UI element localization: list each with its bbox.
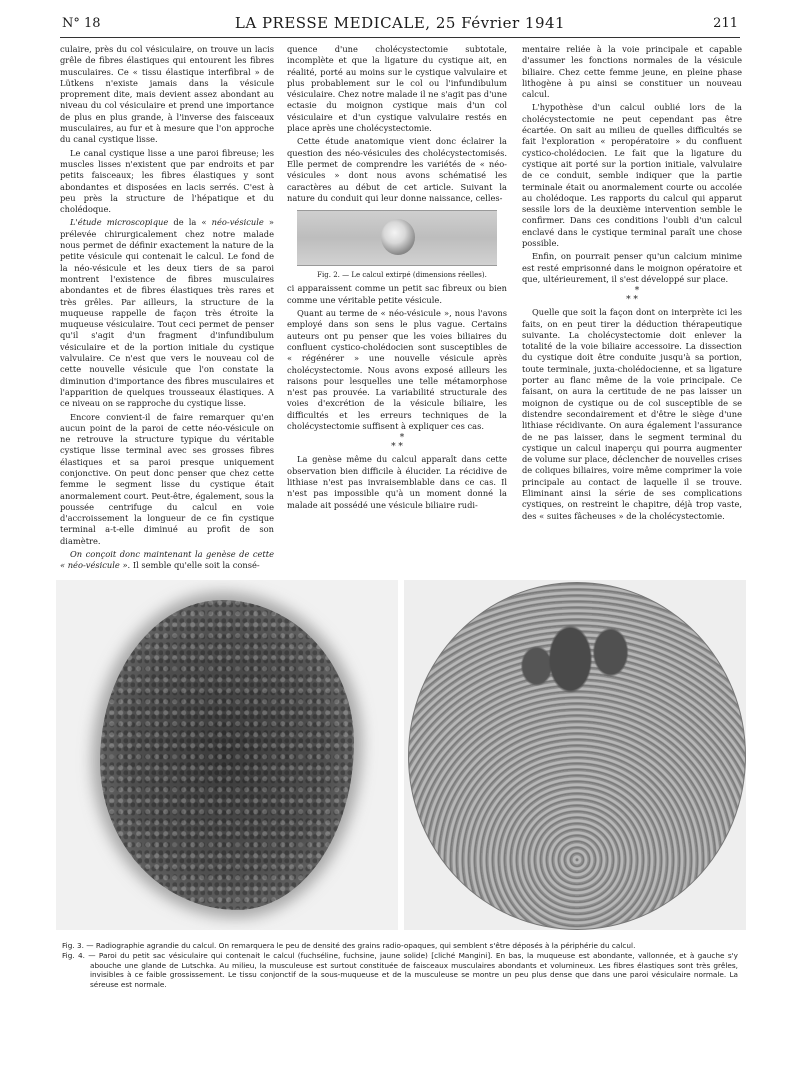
journal-title: LA PRESSE MEDICALE, 25 Février 1941 xyxy=(234,14,566,32)
figure-3-radiograph xyxy=(56,580,398,930)
histology-section-image xyxy=(408,582,746,930)
text-column-1 xyxy=(60,44,274,574)
paragraph: mentaire reliée à la voie principale et capable d'assumer les fonctions normales de la vésicule biliaire. Chez cette femme jeune, en pleine phase lithogène à pu ainsi se constituer un nouveau calcul. xyxy=(522,44,742,100)
asterism-top: * xyxy=(634,286,640,297)
text-run: Il semble qu'elle soit la consé- xyxy=(130,560,260,571)
text-run: » prélevée chirurgicalement chez notre malade nous permet de définir exactement la nature de la petite vésicule qui contenait le calcul. Le fond de la néo-vésicule et les deux tiers de sa paroi montrent l'existence de fibres musculaires abondantes et de fibres élastiques très rares et très grêles. Par ailleurs, la structure de la muqueuse rappelle de façon très étroite la muqueuse vésiculaire. Tout ceci permet de penser qu'il s'agit d'un fragment d'infundibulum vésiculaire et de la portion initiale du cystique valvulaire. Ce n'est que vers le nouveau col de cette nouvelle vésicule que l'on constate la diminution d'importance des fibres musculaires et l'apparition de quelques trousseaux élastiques. A ce niveau on se rapproche du cystique lisse. xyxy=(60,217,274,409)
paragraph: culaire, près du col vésiculaire, on trouve un lacis grêle de fibres élastiques qui entourent les fibres musculaires. Ce « tissu élastique interfibral » de Lütkens n'existe jamais dans la vésicule proprement dite, mais devient assez abondant au niveau du col vésiculaire et prend une importance de plus en plus grande, à l'inverse des faisceaux musculaires, au fur et à mesure que l'on approche du canal cystique lisse. xyxy=(60,44,274,145)
paragraph: Encore convient-il de faire remarquer qu'en aucun point de la paroi de cette néo-vésicule on ne retrouve la structure typique du véritable cystique lisse terminal avec ses grosses fibres élastiques et sa paroi presque uniquement conjonctive. On peut donc penser que chez cette femme le segment lisse du cystique était anormalement court. Peut-être, également, sous la poussée centrifuge du calcul en voie d'accroissement la longueur de ce fin cystique terminal a-t-elle diminué au profit de son diamètre. xyxy=(60,411,274,546)
paragraph: Enfin, on pourrait penser qu'un calcium minime est resté emprisonné dans le moignon opératoire et que, ultérieurement, il s'est développé sur place. xyxy=(522,251,742,284)
text-column-2 xyxy=(287,44,507,513)
section-asterism xyxy=(287,434,507,452)
paragraph: quence d'une cholécystectomie subtotale, incomplète et que la ligature du cystique ait, en réalité, porté au moins sur le cystique valvulaire et plus probablement sur le col ou l'infundibulum vésiculaire. Chez notre malade il ne s'agit pas d'une ectasie du moignon cystique mais d'un col vésiculaire et d'un cystique valvulaire restés en place après une cholécystectomie. xyxy=(287,44,507,134)
radiograph-calculus-image xyxy=(100,600,354,910)
paragraph: L'hypothèse d'un calcul oublié lors de la cholécystectomie ne peut cependant pas être écartée. On sait au milieu de quelles difficultés se fait l'exploration « peropératoire » du confluent cystico-cholédocien. Le fait que la ligature du cystique ait porté sur la portion initiale, valvulaire de ce conduit, semble indiquer que la partie terminale était ou anormalement courte ou accolée au cholédoque. Les rapports du calcul qui apparut sessile lors de la deuxième intervention semble le confirmer. Dans ces conditions l'oubli d'un calcul enclavé dans le cystique terminal paraît une chose possible. xyxy=(522,102,742,249)
running-header xyxy=(62,14,738,36)
text-run: de la « xyxy=(168,217,212,228)
paragraph: La genèse même du calcul apparaît dans cette observation bien difficile à élucider. La récidive de lithiase n'est pas invraisemblable dans ce cas. Il n'est pas impossible qu'à un moment donné la malade ait possédé une vésicule biliaire rudi- xyxy=(287,454,507,510)
emphasis: On conçoit donc maintenant la genèse de cette « néo-vésicule ». xyxy=(60,549,274,571)
asterism-top: * xyxy=(399,433,405,444)
paragraph: Quelle que soit la façon dont on interprète ici les faits, on en peut tirer la déduction thérapeutique suivante. La cholécystectomie doit enlever la totalité de la voie biliaire accessoire. La dissection du cystique doit être conduite jusqu'à sa portion, toute terminale, juxta-cholédocienne, et sa ligature porter au flanc même de la voie principale. Ce faisant, on aura la certitude de ne pas laisser un moignon de cystique ou de col susceptible de se distendre secondairement et d'être le siège d'une lithiase récidivante. On aura également l'assurance de ne pas laisser, dans le segment terminal du cystique un calcul inaperçu qui pourra augmenter de volume sur place, déclencher de nouvelles crises de coliques biliaires, voire même comprimer la voie principale au contact de laquelle il se trouve. Eliminant ainsi la série de ses complications cystiques, on restreint le chapitre, déjà trop vaste, des « suites fâcheuses » de la cholécystectomie. xyxy=(522,307,742,521)
paragraph: Cette étude anatomique vient donc éclairer la question des néo-vésicules des cholécystectomisés. Elle permet de comprendre les variétés de « néo-vésicules » dont nous avons schématisé les caractères au début de cet article. Suivant la nature du conduit qui leur donne naissance, celles- xyxy=(287,136,507,203)
figures-3-4 xyxy=(56,580,746,930)
figure-4-caption: Fig. 4. — Paroi du petit sac vésiculaire qui contenait le calcul (fuchséline, fuchsine, jaune solide) [cliché Mangini]. En bas, la muqueuse est abondante, vallonnée, et à gauche s'y abouche une glande de Lutschka. Au milieu, la musculeuse est surtout constituée de faisceaux musculaires abondants et volumineux. Les fibres élastiques sont très grêles, invisibles à ce faible grossissement. Le tissu conjonctif de la sous-muqueuse et de la musculeuse se montre un peu plus dense que dans une paroi vésiculaire normale. La séreuse est normale. xyxy=(62,950,738,990)
page-number: 211 xyxy=(713,16,738,31)
paragraph xyxy=(60,549,274,572)
text-column-3 xyxy=(522,44,742,524)
figure-4-histology xyxy=(404,580,746,930)
asterism-bottom: * * xyxy=(391,442,403,453)
calculus-image xyxy=(381,219,415,255)
emphasis: L'étude microscopique xyxy=(70,217,169,228)
paragraph: ci apparaissent comme un petit sac fibreux ou bien comme une véritable petite vésicule. xyxy=(287,283,507,305)
figure-3-caption: Fig. 3. — Radiographie agrandie du calcul. On remarquera le peu de densité des grains radio-opaques, qui semblent s'être déposés à la périphérie du calcul. xyxy=(62,941,636,950)
section-asterism xyxy=(522,287,742,305)
issue-number: N° 18 xyxy=(62,16,101,31)
figure-2-calculus-photo xyxy=(297,210,497,266)
figure-2-caption: Fig. 2. — Le calcul extirpé (dimensions réelles). xyxy=(317,271,487,280)
asterism-bottom: * * xyxy=(626,295,638,306)
emphasis: néo-vésicule xyxy=(211,217,264,228)
paragraph: Quant au terme de « néo-vésicule », nous l'avons employé dans son sens le plus vague. Certains auteurs ont pu penser que les voies biliaires du confluent cystico-cholédocien sont susceptibles de « régénérer » une nouvelle vésicule après cholécystectomie. Nous avons exposé ailleurs les raisons pour lesquelles une telle métamorphose n'est pas prouvée. La variabilité structurale des voies d'excrétion de la vésicule biliaire, les difficultés et les erreurs techniques de la cholécystectomie suffisent à expliquer ces cas. xyxy=(287,308,507,432)
header-rule xyxy=(60,37,740,38)
paragraph: Le canal cystique lisse a une paroi fibreuse; les muscles lisses n'existent que par endroits et par petits faisceaux; les fibres élastiques y sont abondantes et disposées en lacis serrés. C'est à peu près la structure de l'hépatique et du cholédoque. xyxy=(60,147,274,215)
figure-captions xyxy=(62,941,738,990)
paragraph xyxy=(60,217,274,409)
